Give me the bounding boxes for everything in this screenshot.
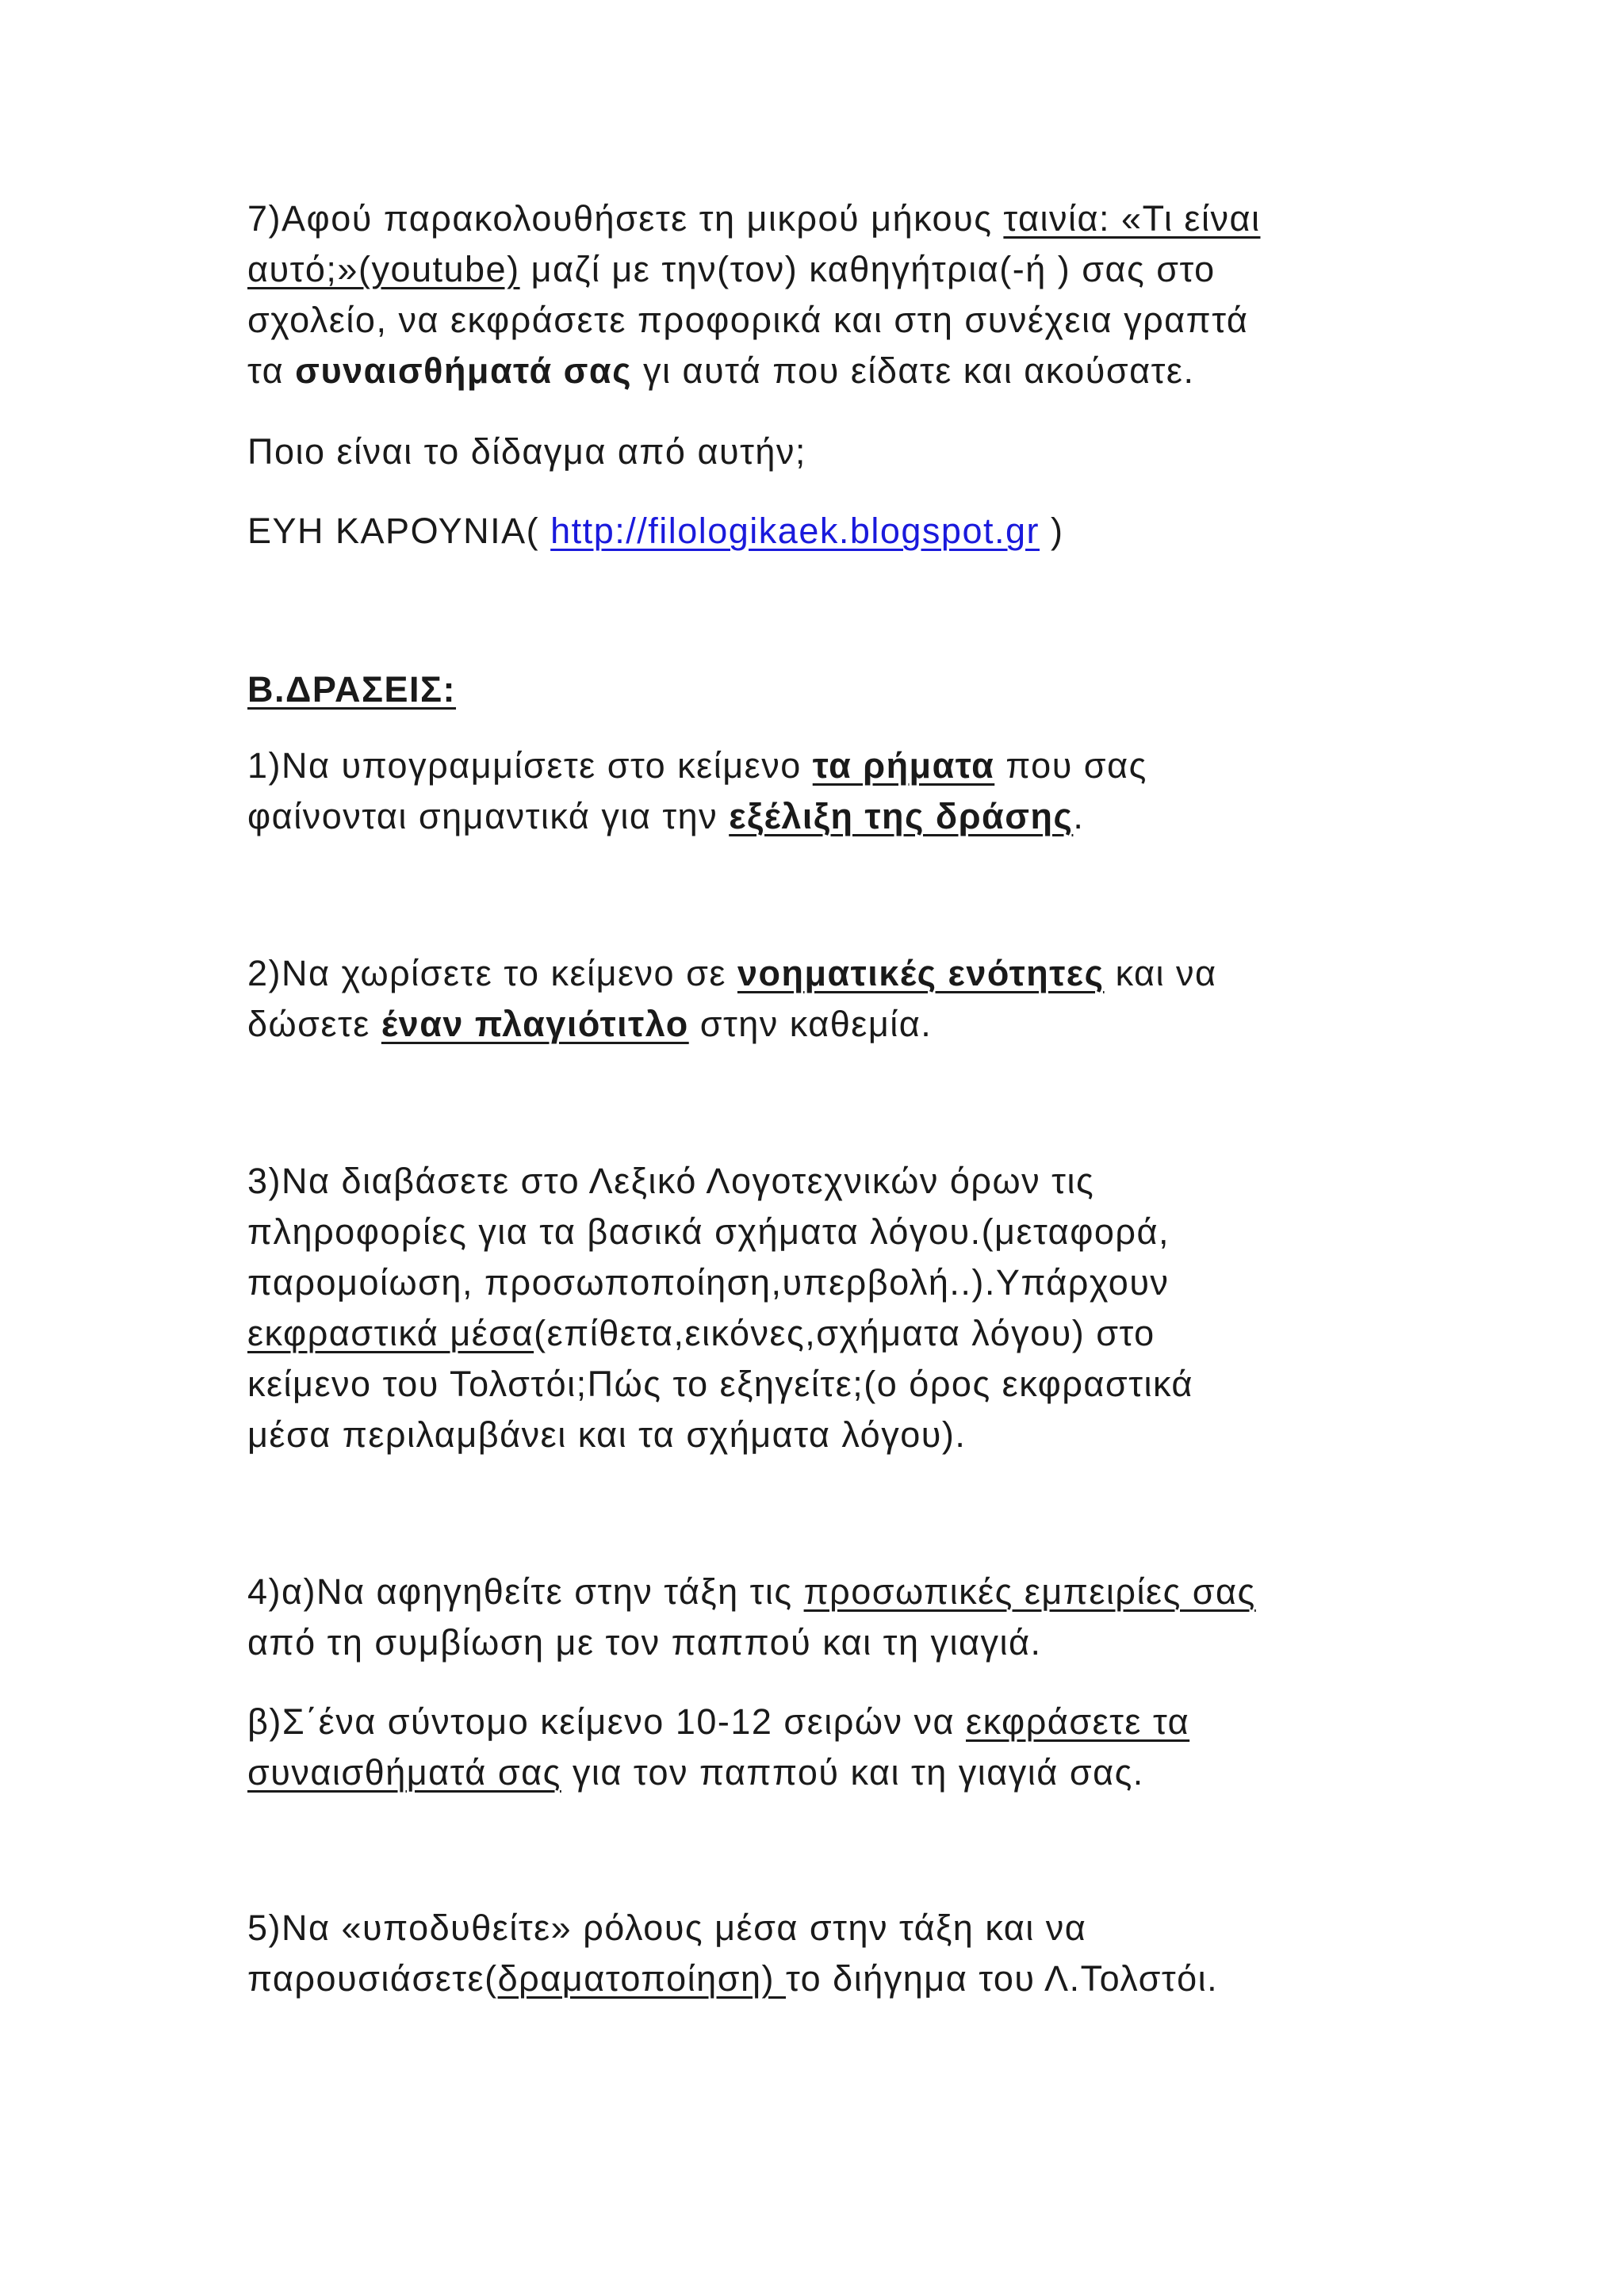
author-name: ΕΥΗ ΚΑΡΟΥΝΙΑ( — [247, 511, 551, 551]
a3-line-5: κείμενο του Τολστόι;Πώς το εξηγείτε;(ο όρος εκφραστικά — [247, 1364, 1193, 1404]
feelings-underlined: συναισθήματά σας — [247, 1752, 561, 1793]
author-close: ) — [1040, 511, 1064, 551]
a3-line-2: πληροφορίες για τα βασικά σχήματα λόγου.(μεταφορά, — [247, 1211, 1170, 1252]
q7-line-4 — [247, 346, 1389, 396]
activity-4b — [247, 1697, 1389, 1798]
a5-line-2 — [247, 1954, 1389, 2004]
q7-line4-pre: τα — [247, 350, 296, 391]
a5-post: το διήγημα του Λ.Τολστόι. — [786, 1958, 1219, 1999]
a4-line-1 — [247, 1567, 1389, 1617]
feelings-bold: συναισθήματά σας — [295, 350, 632, 391]
a2-line-2 — [247, 999, 1389, 1050]
a5-line-1: 5)Να «υποδυθείτε» ρόλους μέσα στην τάξη και να — [247, 1908, 1087, 1948]
experiences-underlined: προσωπικές εμπειρίες σας — [803, 1571, 1256, 1612]
a1-end: . — [1073, 796, 1085, 836]
a4b-line-1 — [247, 1697, 1389, 1747]
film-title-underlined-cont: αυτό;»(youtube) — [247, 249, 520, 289]
question-7 — [247, 193, 1389, 396]
activity-1 — [247, 740, 1389, 842]
verbs-emphasis: τα ρήματα — [812, 745, 995, 786]
a5-pre: παρουσιάσετε( — [247, 1958, 498, 1999]
section-b-heading: Β.ΔΡΑΣΕΙΣ: — [247, 669, 457, 710]
a3-line-4 — [247, 1308, 1389, 1359]
a3-line4-post: (επίθετα,εικόνες,σχήματα λόγου) στο — [534, 1313, 1155, 1353]
q7-prefix: 7)Αφού παρακολουθήσετε τη μικρού μήκους — [247, 198, 1004, 239]
q7-line4-post: γι αυτά που είδατε και ακούσατε. — [631, 350, 1195, 391]
expressive-means-underlined: εκφραστικά μέσα — [247, 1313, 534, 1353]
q7-line2-text: μαζί με την(τον) καθηγήτρια(-ή ) σας στο — [519, 249, 1216, 289]
subtitle-emphasis: έναν πλαγιότιτλο — [381, 1004, 689, 1044]
plot-emphasis: εξέλιξη της δράσης — [729, 796, 1074, 836]
q7-line-2 — [247, 244, 1389, 295]
q7-line-1 — [247, 193, 1389, 244]
a3-line-6: μέσα περιλαμβάνει και τα σχήματα λόγου). — [247, 1414, 967, 1455]
a2-pre: 2)Να χωρίσετε το κείμενο σε — [247, 953, 737, 993]
a4b-pre: β)Σ΄ένα σύντομο κείμενο 10-12 σειρών να — [247, 1701, 967, 1742]
a4-line-2: από τη συμβίωση με τον παππού και τη γιαγιά. — [247, 1622, 1042, 1663]
author-line — [247, 506, 1389, 557]
activity-5 — [247, 1903, 1389, 2004]
a2-mid: και να — [1104, 953, 1217, 993]
units-emphasis: νοηματικές ενότητες — [737, 953, 1105, 993]
a2-line2-pre: δώσετε — [247, 1004, 381, 1044]
activity-3 — [247, 1156, 1389, 1460]
activity-2 — [247, 948, 1389, 1050]
blog-link[interactable]: http://filologikaek.blogspot.gr — [550, 511, 1040, 551]
q7-line-3: σχολείο, να εκφράσετε προφορικά και στη συνέχεια γραπτά — [247, 300, 1249, 340]
a3-line-1: 3)Να διαβάσετε στο Λεξικό Λογοτεχνικών όρων τις — [247, 1161, 1095, 1201]
dramatization-underlined: δραματοποίηση) — [497, 1958, 786, 1999]
a2-end: στην καθεμία. — [688, 1004, 933, 1044]
a4a-pre: 4)α)Να αφηγηθείτε στην τάξη τις — [247, 1571, 804, 1612]
a1-mid: που σας — [994, 745, 1147, 786]
a4b-post: για τον παππού και τη γιαγιά σας. — [561, 1752, 1144, 1793]
a4b-line-2 — [247, 1747, 1389, 1798]
a1-line2-pre: φαίνονται σημαντικά για την — [247, 796, 730, 836]
a1-line-2 — [247, 791, 1389, 842]
a1-line-1 — [247, 740, 1389, 791]
a1-pre: 1)Να υπογραμμίσετε στο κείμενο — [247, 745, 813, 786]
activity-4a — [247, 1567, 1389, 1668]
film-title-underlined: ταινία: «Τι είναι — [1003, 198, 1261, 239]
a3-line-3: παρομοίωση, προσωποποίηση,υπερβολή..).Υπάρχουν — [247, 1262, 1170, 1303]
lesson-question: Ποιο είναι το δίδαγμα από αυτήν; — [247, 431, 806, 472]
express-underlined: εκφράσετε τα — [966, 1701, 1190, 1742]
a2-line-1 — [247, 948, 1389, 999]
